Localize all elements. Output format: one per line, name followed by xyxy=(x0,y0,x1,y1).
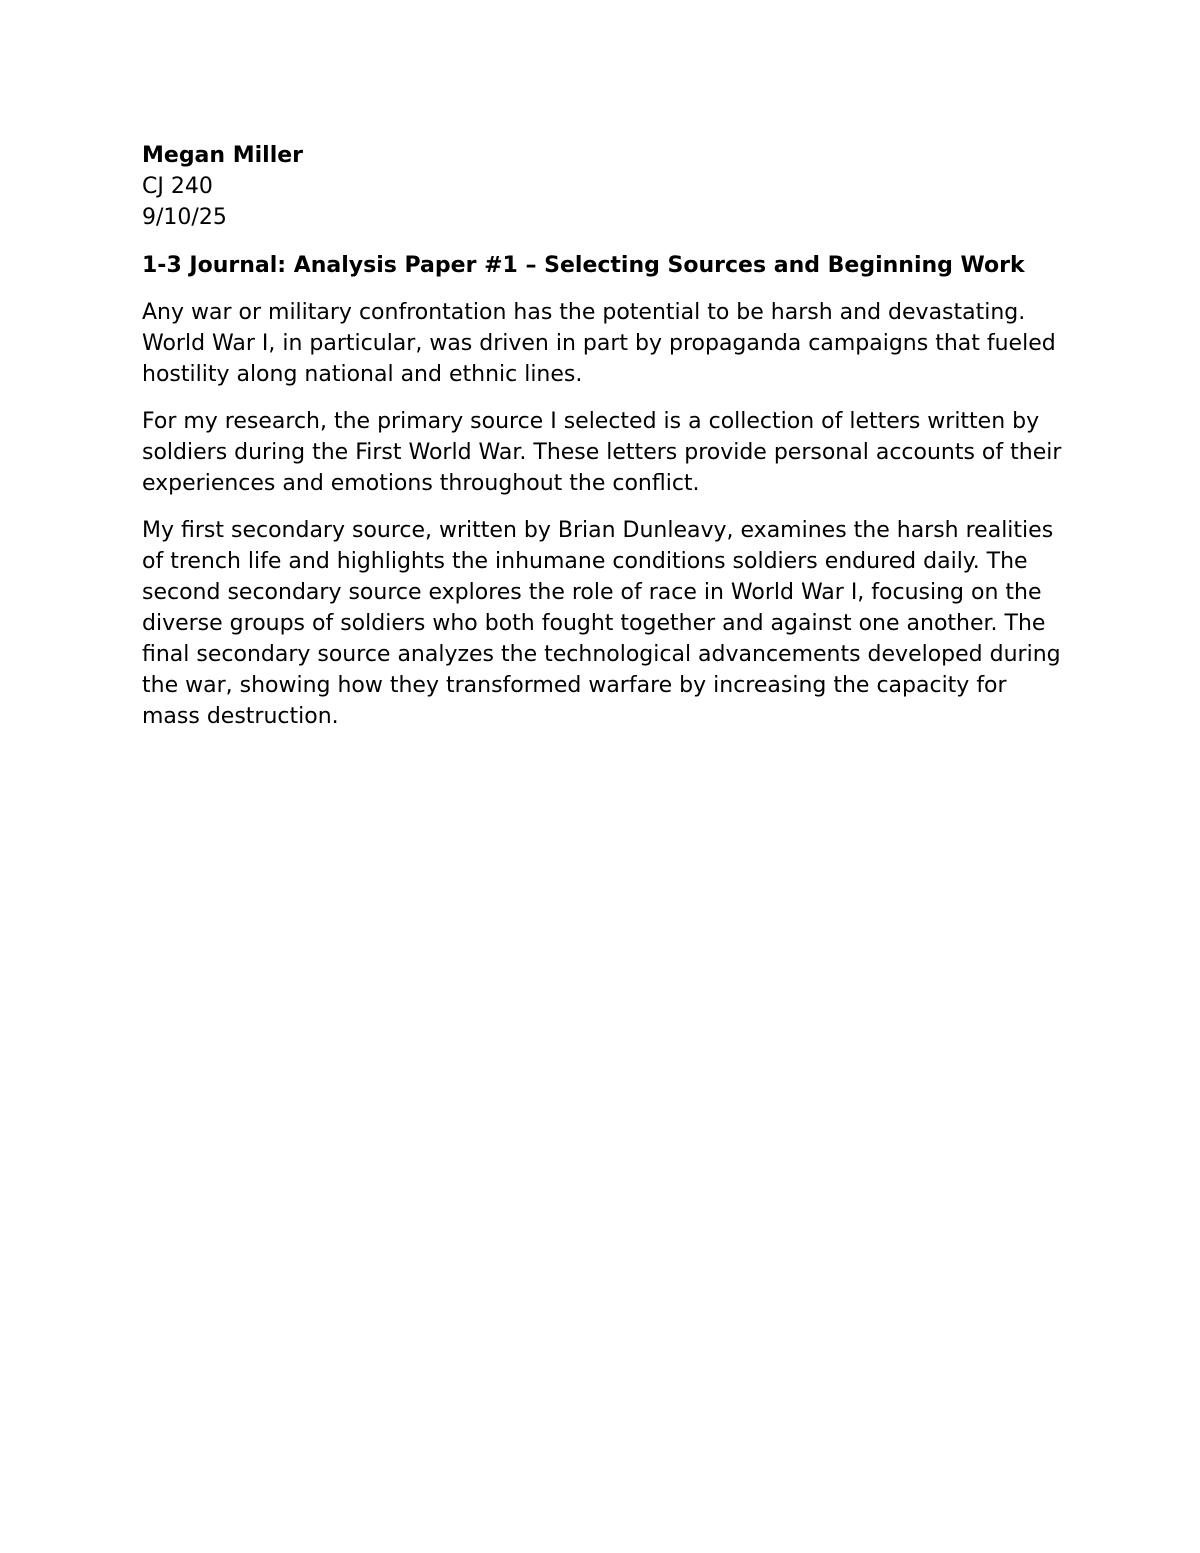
paragraph-secondary-sources: My first secondary source, written by Brian Dunleavy, examines the harsh realities of trench life and highlights the inhumane conditions soldiers endured daily. The second secondary source explores the role of race in World War I, focusing on the diverse groups of soldiers who both fought together and against one another. The final secondary source analyzes the technological advancements developed during the war, showing how they transformed warfare by increasing the capacity for mass destruction. xyxy=(142,518,1061,729)
document-header xyxy=(142,140,1062,233)
document-title: 1-3 Journal: Analysis Paper #1 – Selecting Sources and Beginning Work xyxy=(142,253,1025,278)
paragraph-primary-source: For my research, the primary source I selected is a collection of letters written by soldiers during the First World War. These letters provide personal accounts of their experiences and emotions throughout the conflict. xyxy=(142,409,1062,496)
document-body xyxy=(142,140,1062,732)
document-date: 9/10/25 xyxy=(142,205,227,230)
paragraph-intro: Any war or military confrontation has the potential to be harsh and devastating. World War I, in particular, was driven in part by propaganda campaigns that fueled hostility along national and ethnic lines. xyxy=(142,300,1056,387)
course-code: CJ 240 xyxy=(142,174,213,199)
author-name: Megan Miller xyxy=(142,143,304,168)
